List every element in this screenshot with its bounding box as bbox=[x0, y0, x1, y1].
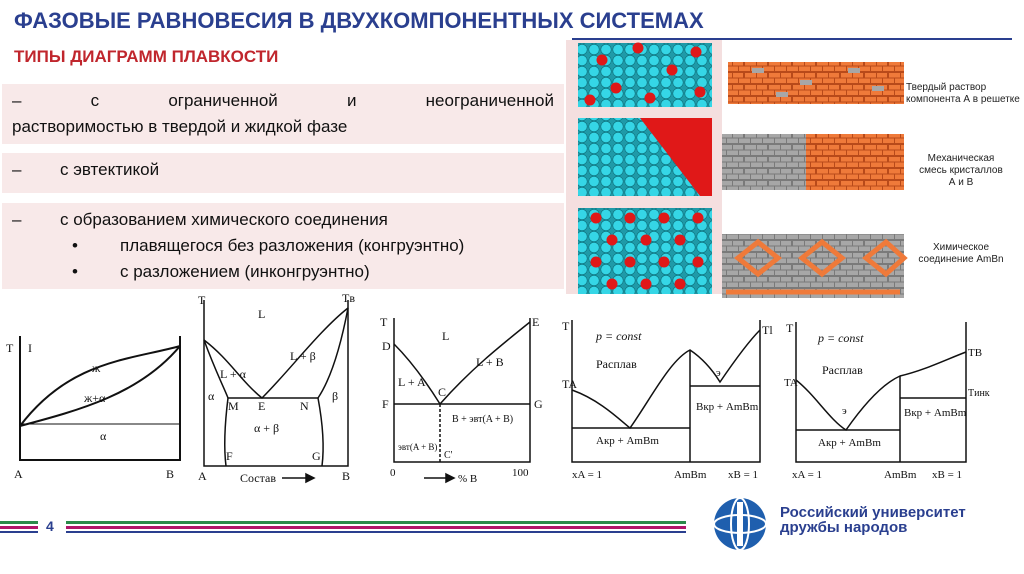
axis-label: Tв bbox=[342, 291, 355, 305]
bullet-dot: • bbox=[72, 262, 78, 281]
axis-label: B bbox=[342, 469, 351, 483]
bullet-dash: – bbox=[12, 160, 22, 179]
point-label: M bbox=[228, 399, 239, 413]
axis-label: T bbox=[786, 321, 794, 335]
region-label: Bкр + AmBm bbox=[696, 401, 759, 413]
region-label: α + β bbox=[254, 421, 280, 435]
axis-label: A bbox=[198, 469, 207, 483]
axis-label: A bbox=[14, 467, 23, 481]
region-label: ж+α bbox=[84, 391, 106, 405]
region-label: L + B bbox=[476, 355, 504, 369]
region-label: Расплав bbox=[822, 363, 863, 377]
point-label: D bbox=[382, 339, 391, 353]
axis-label: B bbox=[166, 467, 175, 481]
region-label: Расплав bbox=[596, 357, 637, 371]
axis-label: T bbox=[6, 341, 14, 355]
caption-solid-solution: Твердый раствор компонента А в решетке bbox=[906, 82, 1020, 105]
axis-label: TA bbox=[562, 377, 578, 391]
region-label: L + β bbox=[290, 349, 316, 363]
bullet-dash: – bbox=[12, 91, 22, 110]
point-label: э bbox=[842, 405, 847, 417]
diagram-congruent bbox=[562, 319, 773, 481]
axis-label: xB = 1 bbox=[932, 469, 963, 481]
diagram-incongruent bbox=[784, 321, 990, 481]
region-label: Aкр + AmBm bbox=[818, 437, 881, 449]
region-label: ж bbox=[92, 361, 101, 375]
point-label: N bbox=[300, 399, 309, 413]
axis-label: T bbox=[380, 315, 388, 329]
bullet-dot: • bbox=[72, 236, 78, 255]
university-name: Российский университет дружбы народов bbox=[780, 504, 966, 536]
point-label: C' bbox=[444, 450, 453, 461]
region-label: α bbox=[100, 429, 107, 443]
bullet-text: с эвтектикой bbox=[60, 160, 160, 179]
axis-label: AmBm bbox=[674, 469, 707, 481]
axis-label: I bbox=[28, 341, 32, 355]
point-label: E bbox=[258, 399, 266, 413]
tick-label: 0 bbox=[390, 467, 396, 479]
caption-mechanical-mix: Механическая смесь кристаллов А и В bbox=[919, 153, 1003, 188]
bullet-text: плавящегося без разложения (конгруэнтно) bbox=[120, 236, 465, 255]
tick-label: 100 bbox=[512, 467, 529, 479]
annotation: p = const bbox=[596, 329, 642, 343]
region-label: β bbox=[332, 389, 339, 403]
region-label: α bbox=[208, 389, 215, 403]
bullet-word: неограниченной bbox=[425, 91, 554, 110]
axis-title: % B bbox=[458, 473, 478, 485]
region-label: L + A bbox=[398, 375, 426, 389]
region-label: Aкр + AmBm bbox=[596, 435, 659, 447]
axis-label: Tl bbox=[762, 323, 773, 337]
point-label: F bbox=[226, 449, 233, 463]
caption-compound: Химическое соединение AmBn bbox=[918, 242, 1004, 265]
point-label: C bbox=[438, 385, 447, 399]
page-number: 4 bbox=[46, 518, 54, 534]
bullet-text: с образованием химического соединения bbox=[60, 210, 388, 229]
axis-label: TB bbox=[968, 347, 983, 359]
diagram-solid-solution bbox=[6, 336, 180, 481]
bullet-dash: – bbox=[12, 210, 22, 229]
region-label: эвт(A + B) bbox=[398, 442, 438, 452]
axis-label: xA = 1 bbox=[792, 469, 823, 481]
annotation: p = const bbox=[818, 331, 864, 345]
region-label: L bbox=[258, 307, 266, 321]
diagram-eutectic bbox=[380, 315, 543, 485]
region-label: L bbox=[442, 329, 450, 343]
point-label: э bbox=[716, 367, 721, 379]
axis-label: Tинк bbox=[968, 388, 990, 399]
diagram-limited-solubility bbox=[198, 291, 355, 485]
page-subtitle: ТИПЫ ДИАГРАММ ПЛАВКОСТИ bbox=[14, 47, 279, 66]
point-label: G bbox=[534, 397, 543, 411]
page-title: ФАЗОВЫЕ РАВНОВЕСИЯ В ДВУХКОМПОНЕНТНЫХ СИСТЕМАХ bbox=[14, 8, 704, 33]
point-label: E bbox=[532, 315, 540, 329]
region-label: B + эвт(A + B) bbox=[452, 414, 514, 425]
point-label: F bbox=[382, 397, 389, 411]
axis-label: AmBm bbox=[884, 469, 917, 481]
bullet-text: с разложением (инконгруэнтно) bbox=[120, 262, 370, 281]
region-label: Bкр + AmBm bbox=[904, 407, 967, 419]
bullet-word: и bbox=[346, 91, 357, 110]
axis-title: Состав bbox=[240, 471, 277, 485]
region-label: L + α bbox=[220, 367, 246, 381]
bullet-word: с bbox=[90, 91, 100, 110]
axis-label: xA = 1 bbox=[572, 469, 603, 481]
bullet-word: ограниченной bbox=[168, 91, 278, 110]
axis-label: xB = 1 bbox=[728, 469, 759, 481]
axis-label: TA bbox=[784, 377, 798, 389]
axis-label: T bbox=[562, 319, 570, 333]
axis-label: T bbox=[198, 293, 206, 307]
bullet-line-2: растворимостью в твердой и жидкой фазе bbox=[12, 117, 348, 136]
point-label: G bbox=[312, 449, 321, 463]
